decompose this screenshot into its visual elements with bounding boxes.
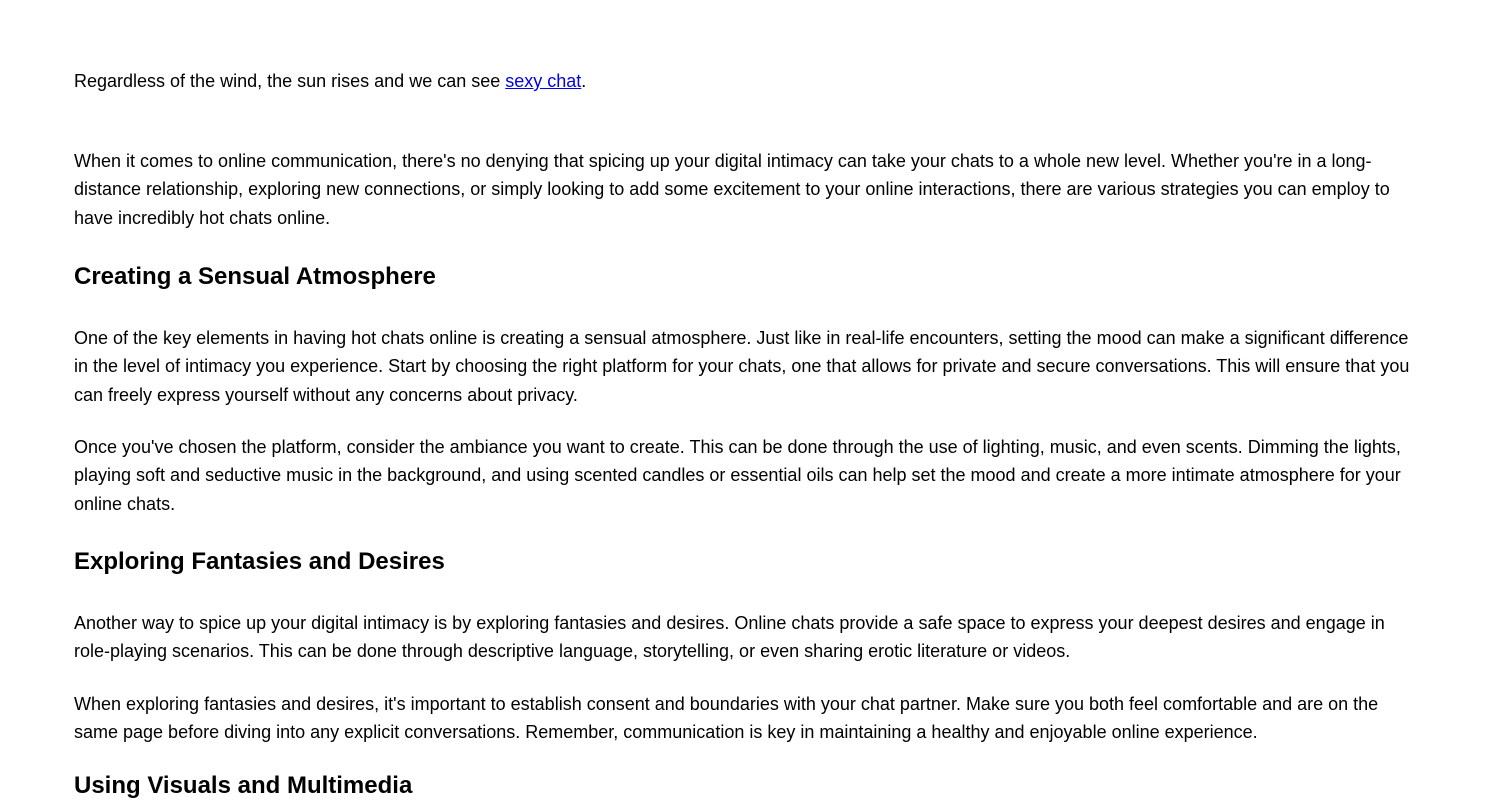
intro-text: Regardless of the wind, the sun rises and we can see	[74, 71, 506, 91]
intro-paragraph	[74, 67, 586, 95]
heading-sensual-atmosphere: Creating a Sensual Atmosphere	[74, 263, 436, 290]
sexy-chat-link[interactable]: sexy chat	[505, 71, 582, 91]
intro-period: .	[581, 71, 587, 91]
paragraph-fantasies: Another way to spice up your digital intimacy is by exploring fantasies and desires. Online chats provide a safe space to express your deepest desires and engage in role-playing scenarios. This can be done through descriptive language, storytelling, or even sharing erotic literature or videos.	[74, 613, 1385, 662]
paragraph-ambiance: Once you've chosen the platform, consider the ambiance you want to create. This can be done through the use of lighting, music, and even scents. Dimming the lights, playing soft and seductive music in the background, and using scented candles or essential oils can help set the mood and create a more intimate atmosphere for your online chats.	[74, 437, 1401, 514]
paragraph-online-communication: When it comes to online communication, there's no denying that spicing up your digital intimacy can take your chats to a whole new level. Whether you're in a long-distance relationship, exploring new connections, or simply looking to add some excitement to your online interactions, there are various strategies you can employ to have incredibly hot chats online.	[74, 151, 1390, 228]
heading-fantasies-desires: Exploring Fantasies and Desires	[74, 548, 445, 575]
paragraph-consent: When exploring fantasies and desires, it's important to establish consent and boundaries with your chat partner. Make sure you both feel comfortable and are on the same page before diving into any explicit conversations. Remember, communication is key in maintaining a healthy and enjoyable online experience.	[74, 694, 1379, 743]
paragraph-sensual-atmosphere: One of the key elements in having hot chats online is creating a sensual atmosphere. Just like in real-life encounters, setting the mood can make a significant difference in the level of intimacy you experience. Start by choosing the right platform for your chats, one that allows for private and secure conversations. This will ensure that you can freely express yourself without any concerns about privacy.	[74, 328, 1410, 405]
heading-visuals-multimedia: Using Visuals and Multimedia	[74, 772, 413, 799]
